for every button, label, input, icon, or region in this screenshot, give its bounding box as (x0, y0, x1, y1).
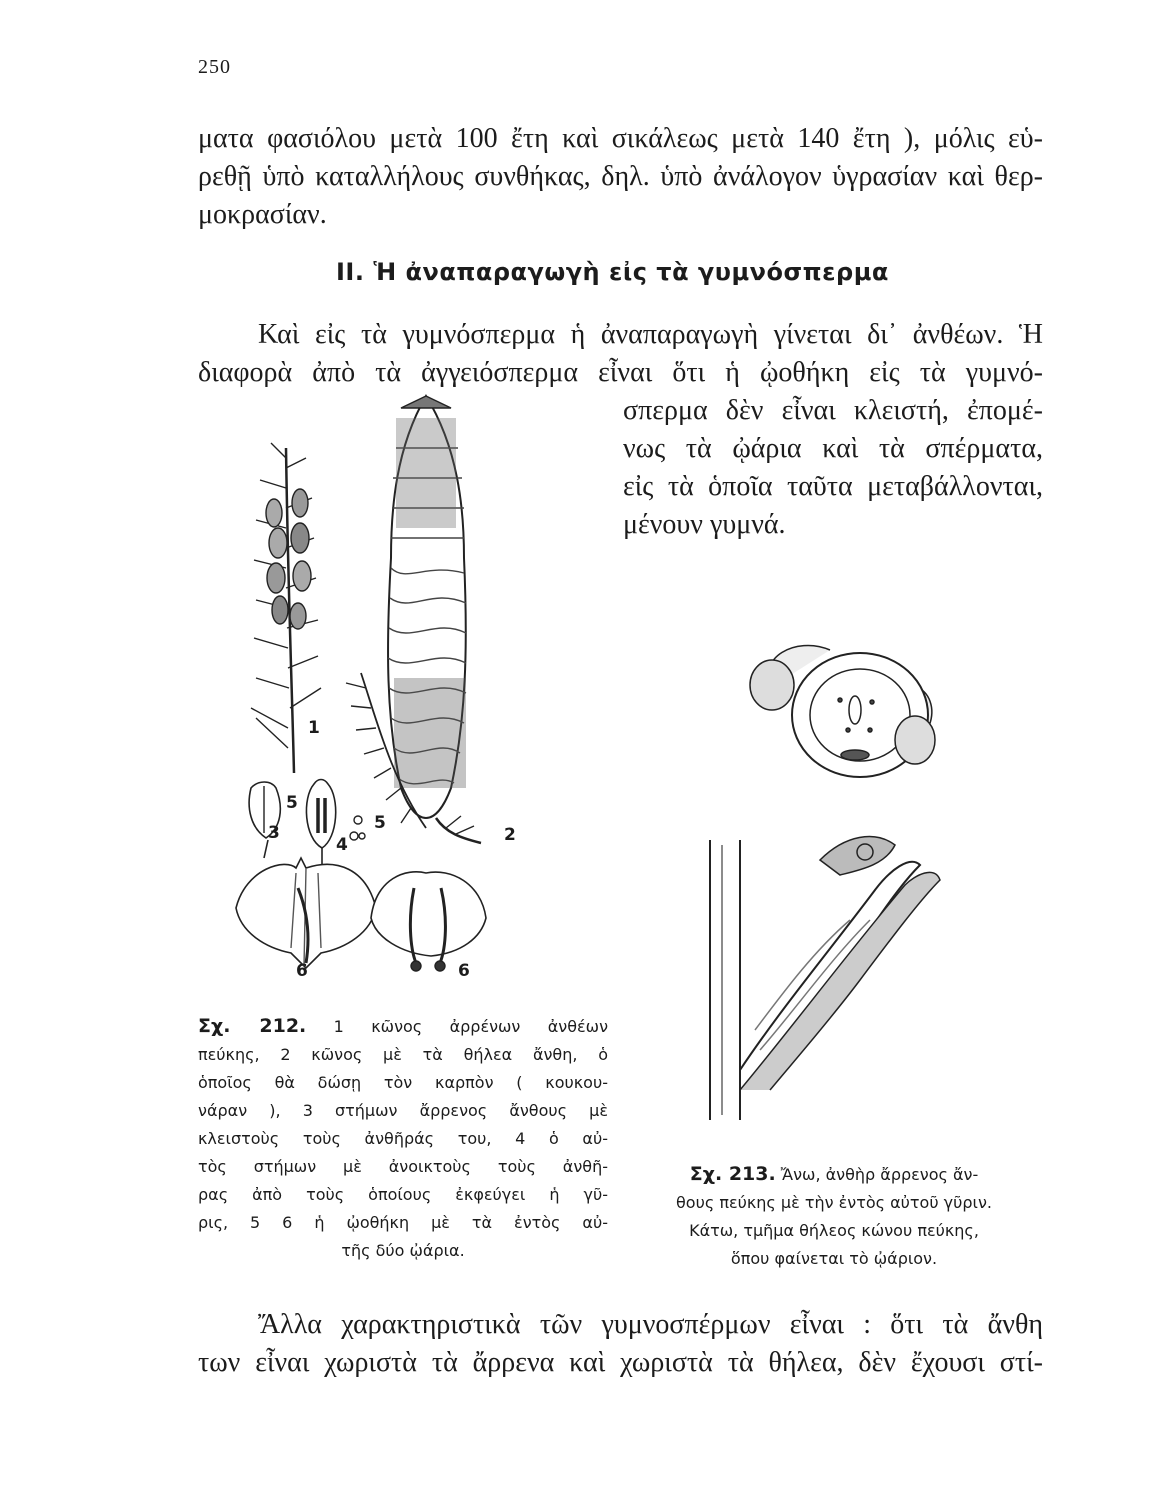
text-line: ρεθῇ ὑπὸ καταλλήλους συνθήκας, δηλ. ὑπὸ ἀνάλογον ὑγρασίαν καὶ θερ- (198, 161, 1043, 192)
caption-line: πεύκης, 2 κῶνος μὲ τὰ θήλεα ἄνθη, ὁ (198, 1045, 608, 1064)
figure-label-3: 3 (268, 823, 280, 843)
caption-label: Σχ. 212. (198, 1015, 307, 1037)
caption-line: θους πεύκης μὲ τὴν ἐντὸς αὐτοῦ γῦριν. (676, 1193, 992, 1212)
paragraph-2 (198, 316, 1043, 392)
figure-label-1: 1 (308, 718, 320, 738)
text-line: μοκρασίαν. (198, 199, 327, 230)
caption-line: ρας ἀπὸ τοὺς ὁποίους ἐκφεύγει ἡ γῦ- (198, 1185, 608, 1204)
text-line: εἰς τὰ ὁποῖα ταῦτα μεταβάλλονται, (623, 471, 1043, 502)
caption-text: Ἄνω, ἀνθὴρ ἄρρενος ἄν- (780, 1165, 979, 1184)
caption-line: νάραν ), 3 στήμων ἄρρενος ἄνθους μὲ (198, 1101, 608, 1120)
paragraph-1 (198, 120, 1043, 234)
figure-212-caption (198, 1012, 608, 1265)
caption-line (198, 1012, 608, 1041)
caption-text: 1 κῶνος ἀρρένων ἀνθέων (333, 1017, 609, 1036)
figure-label-5: 5 (286, 793, 298, 813)
figure-212-illustration (226, 388, 526, 988)
text-line: διαφορὰ ἀπὸ τὰ ἀγγειόσπερμα εἶναι ὅτι ἡ ᾠοθήκη εἰς τὰ γυμνό- (198, 357, 1043, 388)
caption-line: ὅπου φαίνεται τὸ ᾠάριον. (730, 1249, 938, 1268)
text-line: μένουν γυμνά. (623, 509, 786, 540)
caption-label: Σχ. 213. (689, 1163, 776, 1185)
figure-label-5b: 5 (374, 813, 386, 833)
figure-label-6: 6 (296, 961, 308, 981)
caption-line: ρις, 5 6 ἡ ᾠοθήκη μὲ τὰ ἐντὸς αὐ- (198, 1213, 608, 1232)
paragraph-4 (198, 1306, 1043, 1382)
section-heading: II. Ἡ ἀναπαραγωγὴ εἰς τὰ γυμνόσπερμα (336, 258, 889, 286)
caption-line: Κάτω, τμῆμα θήλεος κώνου πεύκης, (689, 1221, 979, 1240)
page-number: 250 (198, 56, 231, 78)
caption-line: ὁποῖος θὰ δώσῃ τὸν καρπὸν ( κουκου- (198, 1073, 608, 1092)
figure-label-6b: 6 (458, 961, 470, 981)
figure-213-caption (625, 1160, 1043, 1273)
text-line: ματα φασιόλου μετὰ 100 ἔτη καὶ σικάλεως μετὰ 140 ἔτη ), μόλις εὑ- (198, 123, 1043, 154)
caption-line (625, 1160, 1043, 1189)
caption-line: τὸς στήμων μὲ ἀνοικτοὺς τοὺς ἀνθῆ- (198, 1157, 608, 1176)
paragraph-2-continued (623, 392, 1043, 544)
text-line: Καὶ εἰς τὰ γυμνόσπερμα ἡ ἀναπαραγωγὴ γίνεται δι᾽ ἀνθέων. Ἡ (258, 319, 1043, 350)
text-line: Ἄλλα χαρακτηριστικὰ τῶν γυμνοσπέρμων εἶναι : ὅτι τὰ ἄνθη (258, 1309, 1043, 1340)
text-line: των εἶναι χωριστὰ τὰ ἄρρενα καὶ χωριστὰ τὰ θήλεα, δὲν ἔχουσι στί- (198, 1347, 1043, 1378)
figure-213-illustration (700, 630, 960, 1130)
caption-line: τῆς δύο ᾠάρια. (341, 1241, 465, 1260)
text-line: νως τὰ ᾠάρια καὶ τὰ σπέρματα, (623, 433, 1043, 464)
figure-label-4: 4 (336, 835, 348, 855)
figure-label-2: 2 (504, 825, 516, 845)
text-line: σπερμα δὲν εἶναι κλειστή, ἐπομέ- (623, 395, 1043, 426)
caption-line: κλειστοὺς τοὺς ἀνθῆράς του, 4 ὁ αὐ- (198, 1129, 608, 1148)
